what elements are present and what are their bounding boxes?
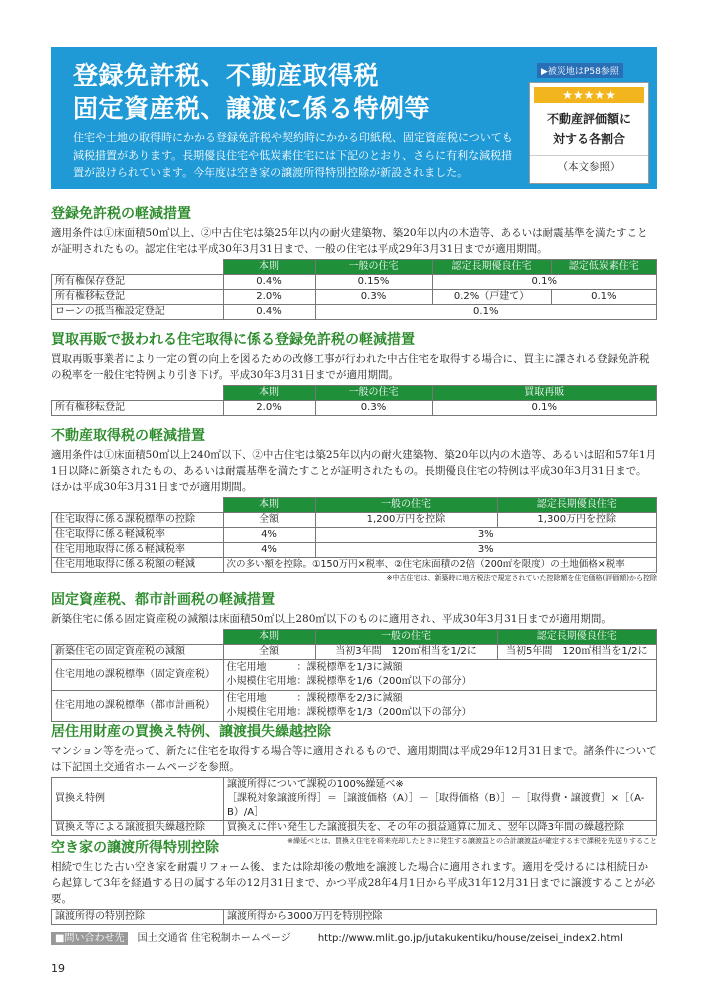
section-property-tax bbox=[51, 590, 657, 722]
table-header: 一般の住宅 bbox=[315, 260, 432, 275]
rating-badge bbox=[529, 59, 649, 177]
table-cell: 0.1% bbox=[315, 305, 657, 320]
table-note: ※中古住宅は、新築時に地方税法で規定されていた控除額を住宅価格(評価額)から控除 bbox=[386, 574, 657, 582]
contact-org: 国土交通省 住宅税制ホームページ bbox=[137, 933, 291, 944]
table-cell: 買換え特例 bbox=[52, 778, 224, 821]
badge-line-1: 不動産評価額に bbox=[546, 112, 631, 126]
table-header: 本則 bbox=[223, 498, 315, 513]
table-cell: 所有権移転登記 bbox=[52, 401, 224, 416]
table-cell: 住宅用地の課税標準（都市計画税） bbox=[52, 691, 224, 722]
title-line-1: 登録免許税、不動産取得税 bbox=[73, 61, 380, 90]
exchange-table bbox=[51, 777, 657, 836]
table-cell: ローンの抵当権設定登記 bbox=[52, 305, 224, 320]
table-row bbox=[52, 910, 657, 925]
contact-tag: ■問い合わせ先 bbox=[51, 932, 128, 945]
table-header bbox=[52, 630, 224, 645]
table-cell: 0.1% bbox=[432, 401, 657, 416]
table-header-row bbox=[52, 260, 657, 275]
section-text: 相続で生じた古い空き家を耐震リフォーム後、または除却後の敷地を譲渡した場合に適用されます。適用を受けるには相続日から起算して3年を経過する日の属する年の12月31日まで、かつ平成28年4月1日から平成31年12月31日までに譲渡することが必要。 bbox=[51, 861, 655, 905]
table-cell: 新築住宅の固定資産税の減額 bbox=[52, 645, 224, 660]
table-cell bbox=[223, 691, 657, 722]
section-acquisition-tax bbox=[51, 426, 657, 583]
intro-text: 住宅や土地の取得時にかかる登録免許税や契約時にかかる印紙税、固定資産税についても減税措置があります。長期優良住宅や低炭素住宅には下記のとおり、さらに有利な減税措置が設けられています。今年度は空き家の譲渡所得特別控除が新設されました。 bbox=[73, 131, 513, 179]
table-cell: 2.0% bbox=[223, 401, 315, 416]
table-cell: 0.1% bbox=[432, 275, 657, 290]
table-header: 本則 bbox=[223, 386, 315, 401]
table-cell: 住宅取得に係る軽減税率 bbox=[52, 528, 224, 543]
table-cell: 0.3% bbox=[315, 401, 432, 416]
section-vacant-house bbox=[51, 838, 657, 925]
table-cell: 0.4% bbox=[223, 275, 315, 290]
registration-tax-table bbox=[51, 259, 657, 320]
table-cell: 0.3% bbox=[315, 290, 432, 305]
section-text: 適用条件は①床面積50㎡以上、②中古住宅は築25年以内の耐火建築物、築20年以内の木造等、あるいは耐震基準を満たすことが証明されたもの。認定住宅は平成30年3月31日まで、一般の住宅は平成29年3月31日までが適用期間。 bbox=[51, 227, 648, 255]
table-header: 認定低炭素住宅 bbox=[551, 260, 656, 275]
section-text: 新築住宅に係る固定資産税の減額は床面積50㎡以上280㎡以下のものに適用され、平成30年3月31日までが適用期間。 bbox=[51, 613, 612, 625]
table-cell: 2.0% bbox=[223, 290, 315, 305]
table-header: 一般の住宅 bbox=[315, 630, 497, 645]
table-cell: 全額 bbox=[223, 645, 315, 660]
table-header-row bbox=[52, 630, 657, 645]
table-cell bbox=[224, 778, 657, 821]
table-cell: 譲渡所得から3000万円を特別控除 bbox=[224, 910, 657, 925]
table-header-row bbox=[52, 498, 657, 513]
table-cell: 当初5年間 120㎡相当を1/2に bbox=[497, 645, 657, 660]
table-cell: 買換え等による譲渡損失繰越控除 bbox=[52, 821, 224, 836]
table-cell: 住宅用地取得に係る税額の軽減 bbox=[52, 558, 224, 573]
cell-line: 小規模住宅用地：課税標準を1/3（200㎡以下の部分） bbox=[226, 707, 472, 718]
acquisition-tax-table bbox=[51, 497, 657, 573]
table-row bbox=[52, 821, 657, 836]
cell-line: ［課税対象譲渡所得］＝［譲渡価格（A）］－［取得価格（B）］－［取得費・譲渡費］×［（A-B）/A］ bbox=[227, 793, 645, 818]
table-cell: 1,300万円を控除 bbox=[497, 513, 657, 528]
table-row bbox=[52, 275, 657, 290]
table-header bbox=[52, 260, 224, 275]
contact-url-link[interactable]: http://www.mlit.go.jp/jutakukentiku/house/zeisei_index2.html bbox=[317, 933, 623, 944]
cell-line: 住宅用地 ：課税標準を1/3に減額 bbox=[226, 662, 403, 673]
cell-line: 住宅用地 ：課税標準を2/3に減額 bbox=[226, 693, 403, 704]
table-header: 本則 bbox=[223, 260, 315, 275]
table-cell: 譲渡所得の特別控除 bbox=[52, 910, 224, 925]
table-cell: 住宅取得に係る課税標準の控除 bbox=[52, 513, 224, 528]
resale-tax-table bbox=[51, 385, 657, 416]
cell-line: 小規模住宅用地：課税標準を1/6（200㎡以下の部分） bbox=[226, 676, 472, 687]
table-cell: 所有権移転登記 bbox=[52, 290, 224, 305]
star-rating-icon: ★★★★★ bbox=[534, 87, 644, 103]
table-header: 一般の住宅 bbox=[315, 498, 497, 513]
table-row bbox=[52, 645, 657, 660]
table-cell: 住宅用地の課税標準（固定資産税） bbox=[52, 660, 224, 691]
table-header: 認定長期優良住宅 bbox=[497, 498, 657, 513]
table-row bbox=[52, 543, 657, 558]
section-heading: 固定資産税、都市計画税の軽減措置 bbox=[51, 592, 275, 608]
section-heading: 居住用財産の買換え特例、譲渡損失繰越控除 bbox=[51, 724, 331, 740]
table-row bbox=[52, 401, 657, 416]
title-line-2: 固定資産税、譲渡に係る特例等 bbox=[73, 94, 431, 123]
table-cell: 4% bbox=[223, 543, 315, 558]
section-heading: 登録免許税の軽減措置 bbox=[51, 206, 191, 222]
table-cell: 4% bbox=[223, 528, 315, 543]
table-cell: 3% bbox=[315, 543, 657, 558]
title-banner bbox=[51, 47, 657, 189]
section-heading: 空き家の譲渡所得特別控除 bbox=[51, 840, 219, 856]
table-header: 買取再販 bbox=[432, 386, 657, 401]
cell-line: 譲渡所得について課税の100%繰延べ※ bbox=[227, 779, 404, 790]
table-cell: 3% bbox=[315, 528, 657, 543]
table-cell: 0.15% bbox=[315, 275, 432, 290]
vacant-house-table bbox=[51, 909, 657, 925]
table-cell: 当初3年間 120㎡相当を1/2に bbox=[315, 645, 497, 660]
section-text: マンション等を売って、新たに住宅を取得する場合等に適用されるもので、適用期間は平成29年12月31日まで。諸条件については下記国土交通省ホームページを参照。 bbox=[51, 745, 657, 773]
table-cell bbox=[223, 660, 657, 691]
table-header: 本則 bbox=[223, 630, 315, 645]
table-cell: 次の多い額を控除。①150万円×税率、②住宅床面積の2倍（200㎡を限度）の土地価格×税率 bbox=[223, 558, 657, 573]
table-row bbox=[52, 290, 657, 305]
table-cell: 1,200万円を控除 bbox=[315, 513, 497, 528]
table-cell: 買換えに伴い発生した譲渡損失を、その年の損益通算に加え、翌年以降3年間の繰越控除 bbox=[224, 821, 657, 836]
section-heading: 不動産取得税の軽減措置 bbox=[51, 428, 205, 444]
badge-line-2: 対する各割合 bbox=[552, 132, 625, 146]
table-row bbox=[52, 778, 657, 821]
page-number: 19 bbox=[51, 962, 65, 975]
table-row bbox=[52, 528, 657, 543]
contact-line bbox=[51, 929, 623, 944]
table-row bbox=[52, 691, 657, 722]
badge-box bbox=[529, 82, 649, 184]
table-cell: 0.1% bbox=[551, 290, 656, 305]
table-header: 認定長期優良住宅 bbox=[497, 630, 657, 645]
section-text: 適用条件は①床面積50㎡以上240㎡以下、②中古住宅は築25年以内の耐火建築物、築20年以内の木造等、あるいは昭和57年1月1日以降に新築されたもの、あるいは耐震基準を満たすことが証明されたもの。長期優良住宅の特例は平成30年3月31日まで。ほかは平成30年3月31日までが適用期間。 bbox=[51, 449, 657, 493]
table-header bbox=[52, 386, 224, 401]
section-registration-tax bbox=[51, 204, 657, 320]
table-row bbox=[52, 305, 657, 320]
table-cell: 所有権保存登記 bbox=[52, 275, 224, 290]
table-cell: 0.2%（戸建て） bbox=[432, 290, 551, 305]
table-row bbox=[52, 558, 657, 573]
section-exchange-special bbox=[51, 722, 657, 846]
section-resale-registration-tax bbox=[51, 330, 657, 416]
table-header bbox=[52, 498, 224, 513]
section-heading: 買取再販で扱われる住宅取得に係る登録免許税の軽減措置 bbox=[51, 332, 415, 348]
badge-subtext: （本文参照） bbox=[530, 155, 648, 174]
page-title bbox=[73, 59, 430, 125]
table-cell: 0.4% bbox=[223, 305, 315, 320]
table-cell: 全額 bbox=[223, 513, 315, 528]
table-row bbox=[52, 660, 657, 691]
table-header: 認定長期優良住宅 bbox=[432, 260, 551, 275]
table-header: 一般の住宅 bbox=[315, 386, 432, 401]
table-cell: 住宅用地取得に係る軽減税率 bbox=[52, 543, 224, 558]
section-text: 買取再販事業者により一定の質の向上を図るための改修工事が行われた中古住宅を取得する場合に、買主に課される登録免許税の税率を一般住宅特例より引き下げ。平成30年3月31日までが適用期間。 bbox=[51, 353, 650, 381]
table-header-row bbox=[52, 386, 657, 401]
badge-label bbox=[530, 109, 648, 149]
table-note: ※繰延べとは、買換え住宅を将来売却したときに発生する譲渡益との合計譲渡益が確定するまで課税を先送りすること bbox=[287, 837, 657, 845]
badge-reference-link[interactable]: ▶被災地はP58参照 bbox=[537, 63, 623, 78]
property-tax-table bbox=[51, 629, 657, 722]
table-row bbox=[52, 513, 657, 528]
